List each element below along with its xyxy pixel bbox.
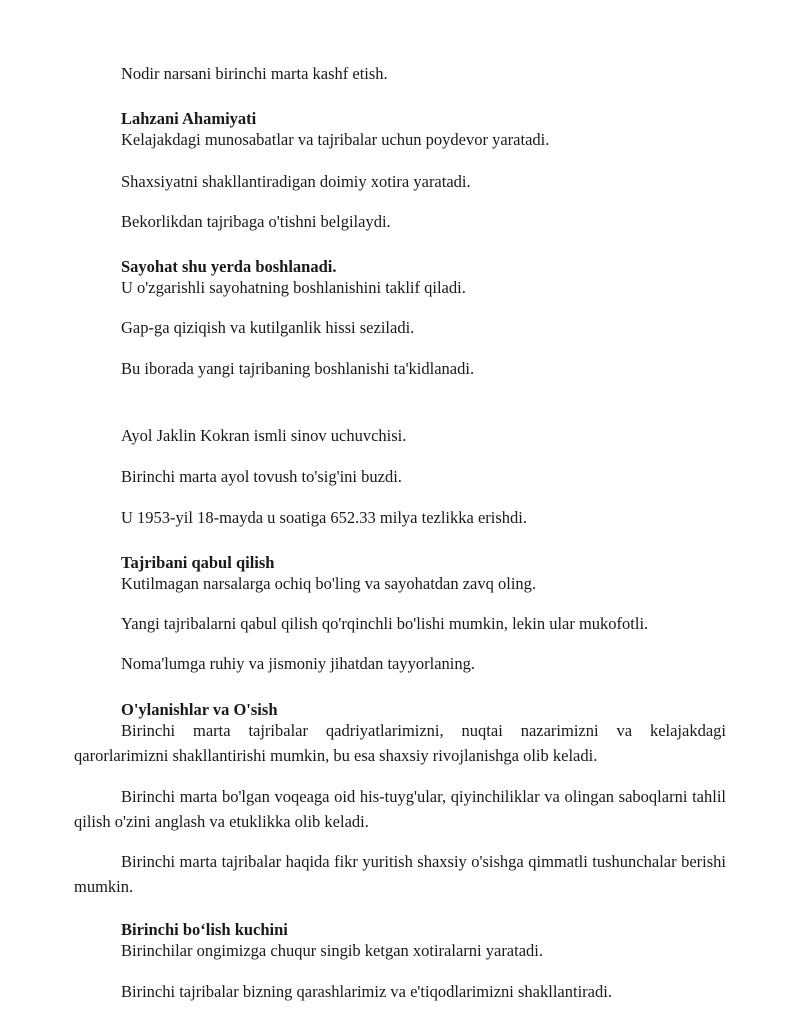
section-heading-tajribani-qabul-qilish: Tajribani qabul qilish <box>121 553 275 572</box>
list-item: Birinchi tajribalar bizning qarashlarimiz va e'tiqodlarimizni shakllantiradi. <box>121 982 612 1001</box>
list-item: Birinchilar ongimizga chuqur singib ketgan xotiralarni yaratadi. <box>121 941 543 960</box>
list-item: Bekorlikdan tajribaga o'tishni belgilaydi. <box>121 212 391 231</box>
list-item: Kutilmagan narsalarga ochiq bo'ling va sayohatdan zavq oling. <box>121 574 537 593</box>
list-item: Bu iborada yangi tajribaning boshlanishi ta'kidlanadi. <box>121 359 475 378</box>
list-item: Shaxsiyatni shakllantiradigan doimiy xotira yaratadi. <box>121 172 471 191</box>
list-item: Kelajakdagi munosabatlar va tajribalar uchun poydevor yaratadi. <box>121 130 550 149</box>
list-item: Birinchi marta ayol tovush to'sig'ini buzdi. <box>121 467 402 486</box>
list-item: Ayol Jaklin Kokran ismli sinov uchuvchisi. <box>121 426 407 445</box>
list-item: Yangi tajribalarni qabul qilish qo'rqinchli bo'lishi mumkin, lekin ular mukofotli. <box>121 614 649 633</box>
paragraph: Birinchi marta tajribalar haqida fikr yuritish shaxsiy o'sishga qimmatli tushunchalar berishi mumkin. <box>74 852 726 896</box>
section-heading-birinchi-bolish-kuchini: Birinchi bo‘lish kuchini <box>121 920 288 939</box>
paragraph: Birinchi marta tajribalar qadriyatlarimizni, nuqtai nazarimizni va kelajakdagi qarorlarimizni shakllantirishi mumkin, bu esa shaxsiy rivojlanishga olib keladi. <box>74 721 726 765</box>
list-item: U o'zgarishli sayohatning boshlanishini taklif qiladi. <box>121 278 466 297</box>
intro-line: Nodir narsani birinchi marta kashf etish. <box>121 64 388 83</box>
section-heading-sayohat: Sayohat shu yerda boshlanadi. <box>121 257 337 276</box>
paragraph: Birinchi marta bo'lgan voqeaga oid his-tuyg'ular, qiyinchiliklar va olingan saboqlarni tahlil qilish o'zini anglash va etuklikka olib keladi. <box>74 787 726 831</box>
section-heading-oylanishlar-va-osish: O'ylanishlar va O'sish <box>121 700 278 719</box>
list-item: Noma'lumga ruhiy va jismoniy jihatdan tayyorlaning. <box>121 654 475 673</box>
list-item: Gap-ga qiziqish va kutilganlik hissi seziladi. <box>121 318 415 337</box>
section-heading-lahzani-ahamiyati: Lahzani Ahamiyati <box>121 109 257 128</box>
list-item: U 1953-yil 18-mayda u soatiga 652.33 milya tezlikka erishdi. <box>121 508 527 527</box>
